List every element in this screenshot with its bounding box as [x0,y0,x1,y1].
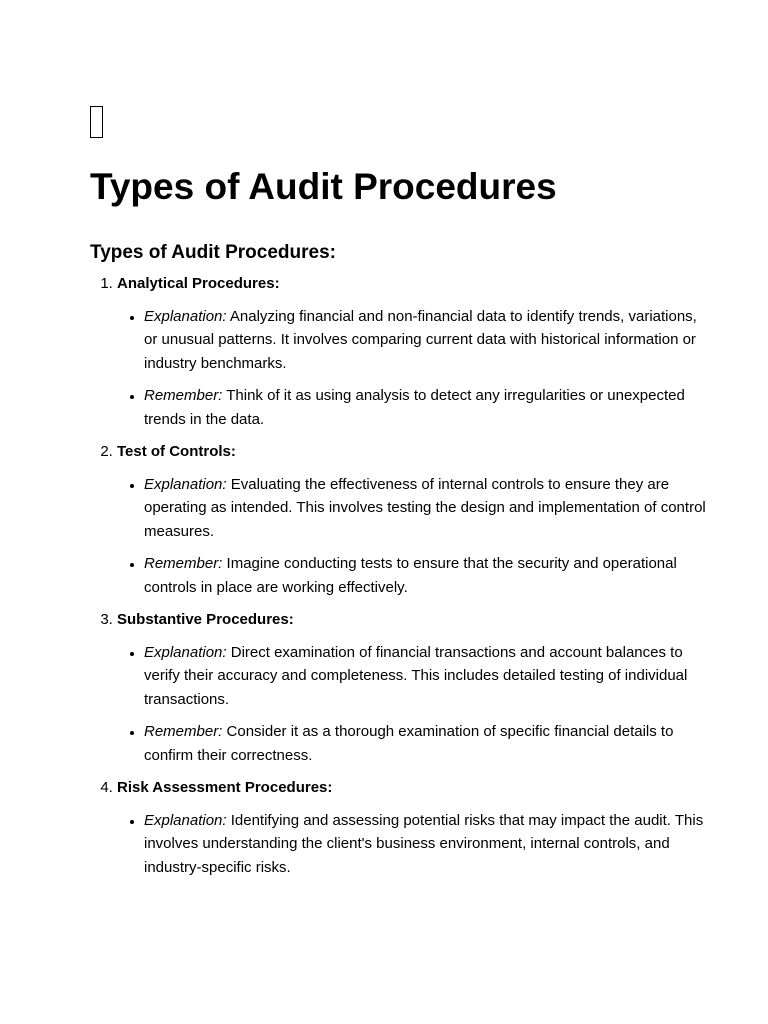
procedure-item-substantive [117,608,707,767]
explanation-label: Explanation: [144,475,227,493]
procedure-name: Test of Controls: [117,443,236,460]
explanation-label: Explanation: [144,643,227,661]
explanation-item [144,809,707,880]
procedures-list [90,272,707,888]
procedure-details [117,473,707,600]
explanation-text: Evaluating the effectiveness of internal controls to ensure they are operating as intended. This involves testing the design and implementation of control measures. [144,475,706,540]
procedure-name: Substantive Procedures: [117,611,294,628]
remember-text: Consider it as a thorough examination of specific financial details to confirm their correctness. [144,723,674,764]
explanation-text: Direct examination of financial transactions and account balances to verify their accuracy and completeness. This includes detailed testing of individual transactions. [144,643,688,708]
remember-label: Remember: [144,723,223,740]
explanation-label: Explanation: [144,307,227,325]
section-heading: Types of Audit Procedures: [90,242,336,263]
page-title: Types of Audit Procedures [90,166,557,207]
procedure-details [117,641,707,768]
explanation-text: Identifying and assessing potential risks that may impact the audit. This involves understanding the client's business environment, internal controls, and industry-specific risks. [144,811,704,876]
procedure-name: Risk Assessment Procedures: [117,779,333,796]
explanation-text: Analyzing financial and non-financial data to identify trends, variations, or unusual patterns. It involves comparing current data with historical information or industry benchmarks. [144,307,697,372]
remember-label: Remember: [144,387,223,404]
procedure-item-test-of-controls [117,440,707,599]
remember-label: Remember: [144,555,223,572]
explanation-item [144,305,707,376]
procedure-details [117,809,707,880]
procedure-details [117,305,707,432]
explanation-item [144,473,707,544]
remember-item [144,384,707,431]
procedure-item-analytical [117,272,707,431]
remember-item [144,552,707,599]
procedure-item-risk-assessment [117,776,707,879]
remember-text: Imagine conducting tests to ensure that the security and operational controls in place are working effectively. [144,555,677,596]
procedure-name: Analytical Procedures: [117,275,280,292]
remember-text: Think of it as using analysis to detect any irregularities or unexpected trends in the data. [144,387,685,428]
missing-glyph-icon [90,106,103,138]
explanation-label: Explanation: [144,811,227,829]
explanation-item [144,641,707,712]
remember-item [144,720,707,767]
